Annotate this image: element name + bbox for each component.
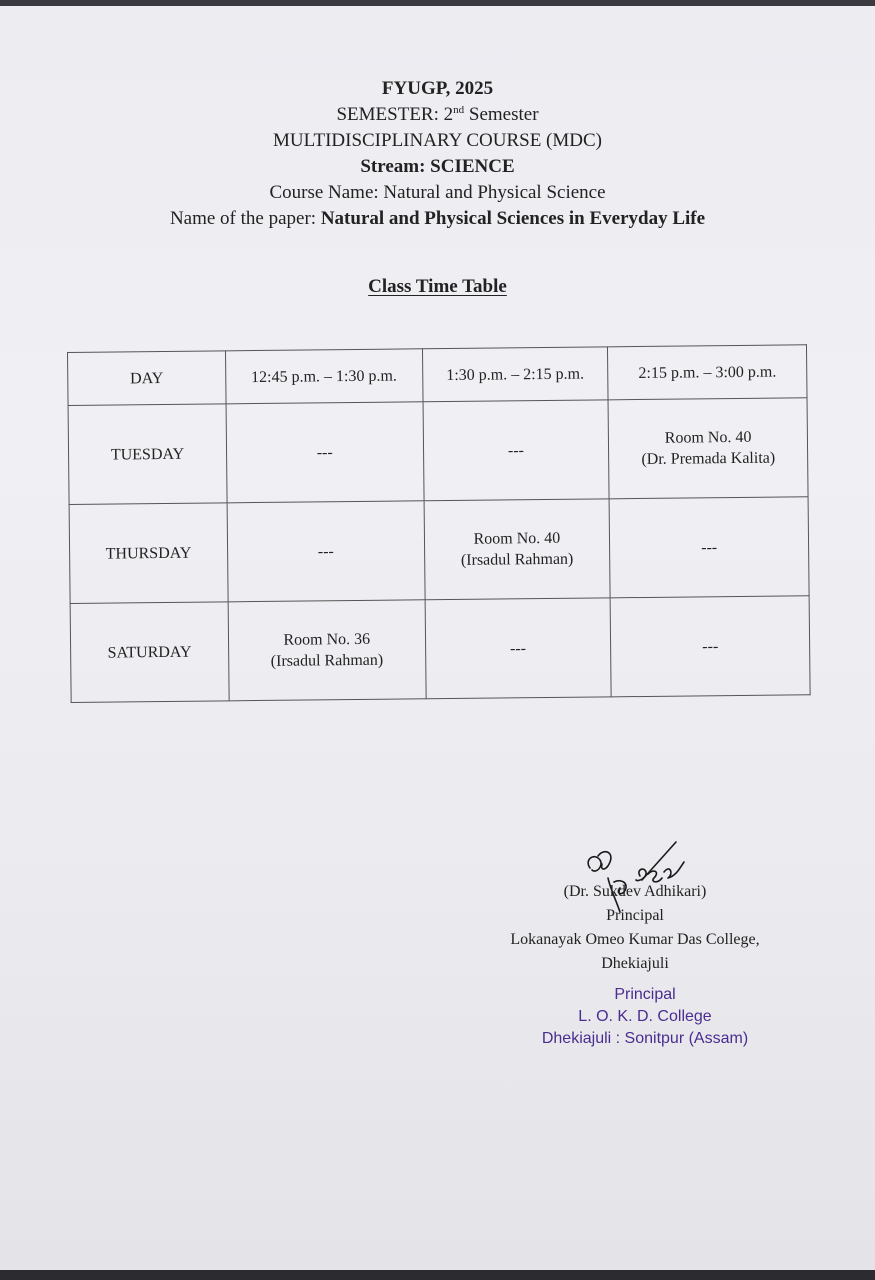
day-cell: SATURDAY bbox=[70, 602, 229, 703]
slot-cell bbox=[227, 501, 425, 602]
photo-edge bbox=[0, 0, 875, 6]
slot-room: --- bbox=[507, 441, 525, 459]
signatory-designation: Principal bbox=[606, 907, 664, 924]
day-cell: TUESDAY bbox=[68, 404, 227, 505]
slot-room: --- bbox=[316, 443, 333, 461]
signatory-name: (Dr. Sukdev Adhikari) bbox=[563, 883, 707, 900]
header-slot-2: 1:30 p.m. – 2:15 p.m. bbox=[422, 347, 608, 402]
table-row bbox=[70, 596, 810, 703]
semester-line bbox=[0, 102, 875, 128]
semester-suffix: Semester bbox=[464, 104, 539, 125]
official-stamp bbox=[500, 984, 790, 1050]
slot-teacher: (Irsadul Rahman) bbox=[270, 651, 384, 670]
document-header bbox=[0, 76, 875, 232]
paper-label: Name of the paper: bbox=[169, 208, 321, 229]
stamp-line-3: Dhekiajuli : Sonitpur (Assam) bbox=[541, 1030, 749, 1047]
day-cell: THURSDAY bbox=[69, 503, 228, 604]
header-slot-1: 12:45 p.m. – 1:30 p.m. bbox=[225, 349, 422, 404]
slot-cell bbox=[608, 398, 808, 499]
semester-ordinal: nd bbox=[453, 104, 465, 116]
slot-teacher: (Irsadul Rahman) bbox=[460, 550, 574, 569]
slot-cell bbox=[609, 497, 809, 598]
slot-room: --- bbox=[702, 637, 719, 655]
stamp-line-2: L. O. K. D. College bbox=[578, 1008, 712, 1025]
header-day: DAY bbox=[68, 351, 226, 406]
slot-teacher: (Dr. Premada Kalita) bbox=[641, 449, 776, 468]
signature-block bbox=[470, 880, 800, 976]
college-place: Dhekiajuli bbox=[601, 955, 669, 972]
paper-name-line bbox=[0, 206, 875, 232]
stamp-line-1: Principal bbox=[614, 986, 676, 1003]
table-row bbox=[68, 398, 808, 505]
course-type: MULTIDISCIPLINARY COURSE (MDC) bbox=[272, 130, 602, 151]
course-name: Course Name: Natural and Physical Science bbox=[269, 182, 606, 203]
slot-room: Room No. 40 bbox=[473, 529, 561, 548]
class-timetable bbox=[67, 344, 811, 703]
stream-line: Stream: SCIENCE bbox=[360, 156, 515, 177]
slot-cell bbox=[424, 499, 611, 600]
slot-room: Room No. 36 bbox=[283, 630, 371, 649]
slot-room: --- bbox=[509, 639, 527, 657]
slot-cell bbox=[425, 598, 612, 699]
slot-cell bbox=[228, 600, 426, 701]
exam-title: FYUGP, 2025 bbox=[381, 78, 494, 99]
timetable-header-row bbox=[68, 345, 808, 406]
slot-cell bbox=[610, 596, 810, 697]
college-name: Lokanayak Omeo Kumar Das College, bbox=[510, 931, 760, 948]
slot-room: --- bbox=[317, 542, 334, 560]
slot-cell bbox=[423, 400, 610, 501]
slot-room: --- bbox=[701, 538, 718, 556]
semester-prefix: SEMESTER: 2 bbox=[336, 104, 454, 125]
slot-cell bbox=[226, 402, 424, 503]
photo-edge-bottom bbox=[0, 1270, 875, 1280]
timetable-title: Class Time Table bbox=[368, 276, 507, 297]
slot-room: Room No. 40 bbox=[664, 428, 752, 447]
table-row bbox=[69, 497, 809, 604]
paper-name: Natural and Physical Sciences in Everyday Life bbox=[320, 208, 706, 229]
header-slot-3: 2:15 p.m. – 3:00 p.m. bbox=[608, 345, 807, 400]
